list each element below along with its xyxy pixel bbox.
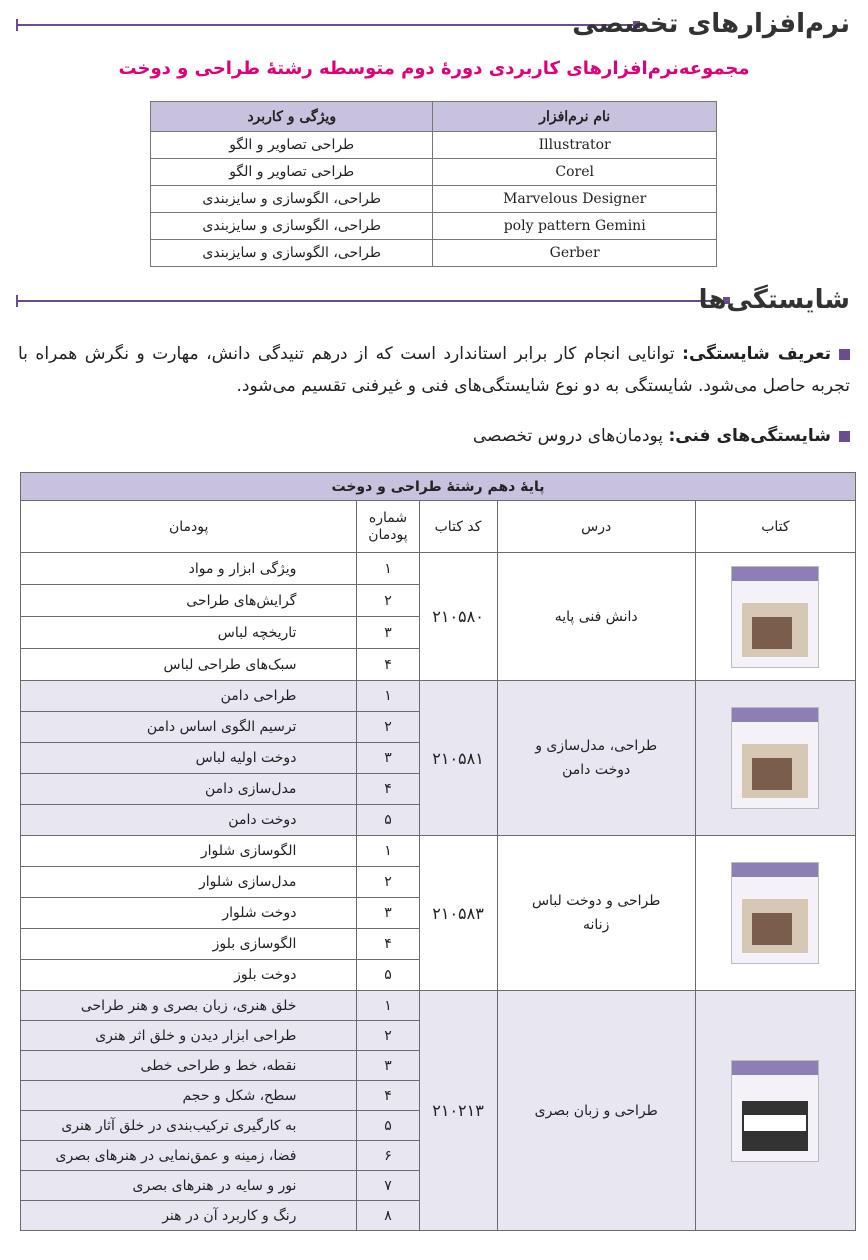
software-name: poly pattern Gemini [433,213,717,240]
section-header-software [18,4,850,44]
module-name: خلق هنری، زبان بصری و هنر طراحی [21,991,357,1021]
module-name: فضا، زمینه و عمق‌نمایی در هنرهای بصری [21,1141,357,1171]
module-number: ۱ [357,681,419,712]
module-name: مدل‌سازی شلوار [21,867,357,898]
book-cover-image [731,566,819,668]
module-number: ۵ [357,960,419,991]
module-number: ۲ [357,867,419,898]
module-number: ۳ [357,898,419,929]
module-number: ۲ [357,585,419,617]
software-name: Gerber [433,240,717,267]
module-name: دوخت دامن [21,805,357,836]
module-name: ویژگی ابزار و مواد [21,553,357,585]
software-row [151,213,717,240]
col-code: کد کتاب [419,501,497,553]
module-name: به کارگیری ترکیب‌بندی در خلق آثار هنری [21,1111,357,1141]
square-bullet-icon [839,349,850,360]
module-name: گرایش‌های طراحی [21,585,357,617]
section-title: نرم‌افزارهای تخصصی [572,9,850,39]
module-name: سطح، شکل و حجم [21,1081,357,1111]
book-cover-cell [695,991,855,1231]
module-name: مدل‌سازی دامن [21,774,357,805]
module-row [21,553,856,585]
module-name: سبک‌های طراحی لباس [21,649,357,681]
software-table [150,101,717,267]
software-name: Corel [433,159,717,186]
module-number: ۶ [357,1141,419,1171]
col-module-num-label: شماره پودمان [368,509,408,543]
software-row [151,186,717,213]
book-code: ۲۱۰۲۱۳ [419,991,497,1231]
book-code: ۲۱۰۵۸۰ [419,553,497,681]
module-name: دوخت شلوار [21,898,357,929]
software-row [151,132,717,159]
col-software-name: نام نرم‌افزار [433,102,717,132]
book-cover-cell [695,836,855,991]
software-name: Illustrator [433,132,717,159]
col-module-num [357,501,419,553]
module-number: ۸ [357,1201,419,1231]
section-header-competencies [18,280,850,320]
square-bullet-icon [839,431,850,442]
module-name: رنگ و کاربرد آن در هنر [21,1201,357,1231]
software-row [151,159,717,186]
course-name: طراحی و زبان بصری [497,991,695,1231]
grade-band: پایهٔ دهم رشتهٔ طراحی و دوخت [21,473,856,501]
module-number: ۲ [357,712,419,743]
module-row [21,836,856,867]
module-row [21,991,856,1021]
module-number: ۲ [357,1021,419,1051]
course-name: طراحی و دوخت لباس زنانه [497,836,695,991]
module-number: ۳ [357,743,419,774]
module-number: ۵ [357,1111,419,1141]
module-name: ترسیم الگوی اساس دامن [21,712,357,743]
software-feature: طراحی تصاویر و الگو [151,159,433,186]
definition-text: توانایی انجام کار برابر استاندارد است که از درهم تنیدگی دانش، مهارت و نگرش همراه با تجربه حاصل می‌شود. شایستگی به دو نوع شایستگی‌های فنی و غیرفنی تقسیم می‌شود. [18,344,850,396]
module-number: ۴ [357,774,419,805]
software-feature: طراحی، الگوسازی و سایزبندی [151,240,433,267]
software-feature: طراحی، الگوسازی و سایزبندی [151,213,433,240]
module-name: الگوسازی بلوز [21,929,357,960]
section-rule [18,300,723,302]
software-name: Marvelous Designer [433,186,717,213]
module-name: نقطه، خط و طراحی خطی [21,1051,357,1081]
module-name: دوخت اولیه لباس [21,743,357,774]
book-cover-image [731,862,819,964]
book-cover-cell [695,681,855,836]
book-code: ۲۱۰۵۸۳ [419,836,497,991]
book-code: ۲۱۰۵۸۱ [419,681,497,836]
module-row [21,681,856,712]
definition-paragraph [18,338,850,402]
module-name: نور و سایه در هنرهای بصری [21,1171,357,1201]
module-number: ۴ [357,1081,419,1111]
module-number: ۱ [357,836,419,867]
module-name: تاریخچه لباس [21,617,357,649]
module-name: طراحی ابزار دیدن و خلق اثر هنری [21,1021,357,1051]
book-cover-image [731,707,819,809]
software-feature: طراحی، الگوسازی و سایزبندی [151,186,433,213]
software-row [151,240,717,267]
book-cover-cell [695,553,855,681]
module-number: ۱ [357,991,419,1021]
module-table [20,472,856,1231]
software-feature: طراحی تصاویر و الگو [151,132,433,159]
module-name: الگوسازی شلوار [21,836,357,867]
module-number: ۵ [357,805,419,836]
module-number: ۳ [357,617,419,649]
module-number: ۳ [357,1051,419,1081]
col-module: پودمان [21,501,357,553]
section-rule [18,24,633,26]
course-name: دانش فنی پایه [497,553,695,681]
col-course: درس [497,501,695,553]
book-cover-image [731,1060,819,1162]
technical-term: شایستگی‌های فنی: [668,426,831,446]
course-name: طراحی، مدل‌سازی و دوخت دامن [497,681,695,836]
module-name: دوخت بلوز [21,960,357,991]
software-subtitle: مجموعه‌نرم‌افزارهای کاربردی دورهٔ دوم متوسطه رشتهٔ طراحی و دوخت [118,58,750,79]
definition-term: تعریف شایستگی: [682,344,831,364]
col-feature: ویژگی و کاربرد [151,102,433,132]
technical-text: پودمان‌های دروس تخصصی [472,426,664,446]
module-number: ۷ [357,1171,419,1201]
section-title: شایستگی‌ها [698,285,850,315]
module-number: ۴ [357,649,419,681]
module-number: ۱ [357,553,419,585]
module-name: طراحی دامن [21,681,357,712]
module-number: ۴ [357,929,419,960]
col-book: کتاب [695,501,855,553]
technical-paragraph [18,420,850,452]
